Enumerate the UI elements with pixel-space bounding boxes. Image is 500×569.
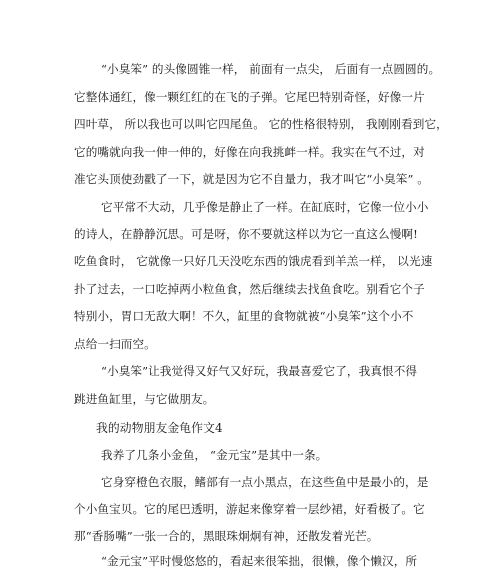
text-line: 它身穿橙色衣服，鳍部有一点小黑点，在这些鱼中是最小的，是 (101, 475, 429, 489)
text-line: “小臭笨”让我觉得又好气又好玩，我最喜爱它了，我真恨不得 (101, 364, 418, 378)
text-line: 扑了过去，一口吃掉两小粒鱼食，然后继续去找鱼食吃。别看它个子 (74, 282, 425, 296)
text-line: 四叶草， 所以我也可以叫它四尾鱼。 它的性格很特别， 我刚刚看到它， (74, 117, 448, 131)
text-line: 我养了几条小金鱼， “金元宝”是其中一条。 (101, 448, 328, 462)
text-line: 跳进鱼缸里，与它做朋友。 (74, 392, 215, 406)
text-line: “金元宝”平时慢悠悠的，看起来很笨拙，很懒，像个懒汉，所 (101, 554, 418, 568)
text-line: 的诗人，在静静沉思。可是呀，你不要就这样以为它一直这么慢啊! (74, 227, 418, 241)
text-line: 它平常不大动，几乎像是静止了一样。在缸底时，它像一位小小 (101, 200, 429, 214)
text-line: 点给一扫而空。 (74, 337, 156, 351)
text-line: 特别小，胃口无敌大啊！不久，缸里的食物就被“小臭笨”这个小不 (74, 309, 414, 323)
text-line: “小臭笨” 的头像圆锥一样， 前面有一点尖， 后面有一点圆圆的。 (101, 62, 441, 76)
text-line: 准它头顶使劲戳了一下，就是因为它不自量力，我才叫它“小臭笨” 。 (74, 172, 429, 186)
text-line: 它的嘴就向我一伸一伸的，好像在向我挑衅一样。我实在气不过，对 (74, 145, 425, 159)
text-line: 吃鱼食时， 它就像一只好几天没吃东西的饿虎看到羊羔一样， 以光速 (74, 254, 433, 268)
text-line: 它整体通红，像一颗红红的在飞的子弹。它尾巴特别奇怪，好像一片 (74, 90, 425, 104)
text-line: 那“香肠嘴”一张一合的，黑眼珠炯炯有神，还散发着光芒。 (74, 529, 379, 543)
section-heading: 我的动物朋友金龟作文4 (96, 421, 223, 435)
text-line: 个小鱼宝贝。它的尾巴透明，游起来像穿着一层纱裙，好看极了。它 (74, 502, 425, 516)
